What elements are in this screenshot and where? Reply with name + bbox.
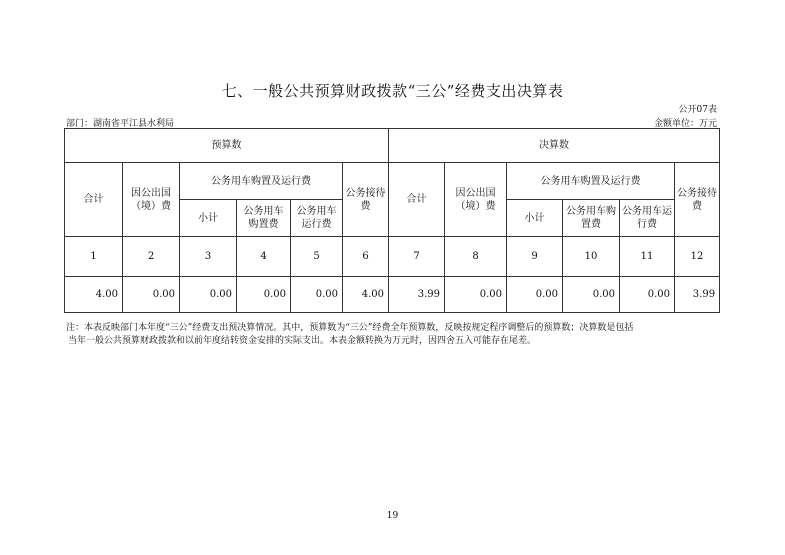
final-total-header: 合计 — [389, 163, 445, 237]
budget-operation-header: 公务用车运行费 — [291, 200, 343, 237]
header-row-1 — [65, 129, 720, 163]
col-number: 10 — [563, 237, 620, 277]
department-label: 部门：湖南省平江县水利局 — [66, 119, 175, 129]
final-purchase-header: 公务用车购置费 — [563, 200, 620, 237]
col-number: 7 — [389, 237, 445, 277]
three-public-expenses-table — [64, 128, 720, 313]
col-number: 11 — [620, 237, 675, 277]
final-operation-header: 公务用车运行费 — [620, 200, 675, 237]
col-number: 2 — [123, 237, 180, 277]
value-cell: 0.00 — [291, 277, 343, 313]
col-number: 4 — [237, 237, 291, 277]
col-number: 6 — [343, 237, 389, 277]
col-number: 5 — [291, 237, 343, 277]
budget-header: 预算数 — [65, 129, 389, 163]
budget-purchase-header: 公务用车购置费 — [237, 200, 291, 237]
note-line-2: 当年一般公共预算财政拨款和以前年度结转资金安排的实际支出。本表金额转换为万元时，因四舍五入可能存在尾差。 — [68, 336, 537, 346]
final-vehicle-header: 公务用车购置及运行费 — [507, 163, 675, 200]
value-cell: 4.00 — [65, 277, 123, 313]
unit-label: 金额单位：万元 — [653, 119, 717, 129]
value-cell: 3.99 — [675, 277, 720, 313]
budget-abroad-header: 因公出国（境）费 — [123, 163, 180, 237]
page-title: 七、一般公共预算财政拨款“三公”经费支出决算表 — [221, 82, 564, 100]
col-number: 12 — [675, 237, 720, 277]
col-number: 9 — [507, 237, 563, 277]
col-number: 3 — [180, 237, 237, 277]
value-cell: 4.00 — [343, 277, 389, 313]
final-abroad-header: 因公出国（境）费 — [445, 163, 507, 237]
column-number-row — [65, 237, 720, 277]
note-line-1: 注：本表反映部门本年度“三公”经费支出预决算情况。其中，预算数为“三公”经费全年预算数，反映按规定程序调整后的预算数；决算数是包括 — [66, 323, 634, 333]
value-cell: 0.00 — [237, 277, 291, 313]
budget-total-header: 合计 — [65, 163, 123, 237]
value-cell: 0.00 — [507, 277, 563, 313]
value-cell: 0.00 — [445, 277, 507, 313]
final-reception-header: 公务接待费 — [675, 163, 720, 237]
header-row-2 — [65, 163, 720, 200]
final-subtotal-header: 小计 — [507, 200, 563, 237]
value-cell: 0.00 — [180, 277, 237, 313]
budget-reception-header: 公务接待费 — [343, 163, 389, 237]
final-header: 决算数 — [389, 129, 720, 163]
page-number: 19 — [386, 511, 399, 521]
value-cell: 0.00 — [563, 277, 620, 313]
form-number: 公开07表 — [678, 105, 717, 115]
col-number: 1 — [65, 237, 123, 277]
budget-subtotal-header: 小计 — [180, 200, 237, 237]
value-cell: 0.00 — [123, 277, 180, 313]
table-note — [66, 322, 721, 348]
value-row — [65, 277, 720, 313]
value-cell: 3.99 — [389, 277, 445, 313]
col-number: 8 — [445, 237, 507, 277]
value-cell: 0.00 — [620, 277, 675, 313]
budget-vehicle-header: 公务用车购置及运行费 — [180, 163, 343, 200]
